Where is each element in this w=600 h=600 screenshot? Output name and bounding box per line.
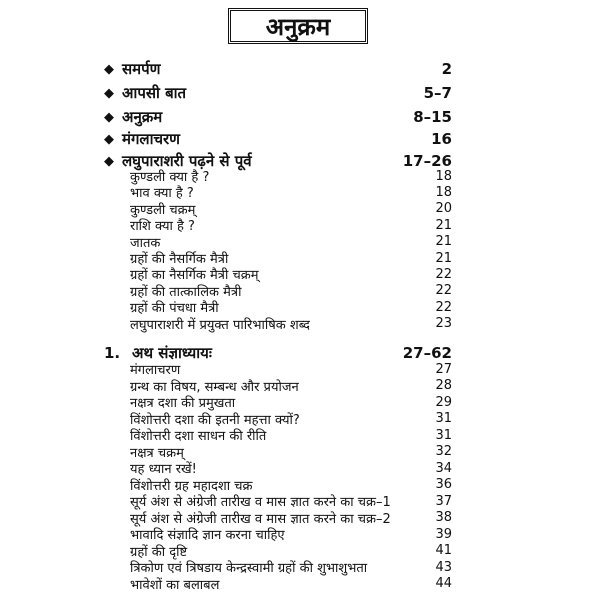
toc-entry-label: लघुपाराशरी में प्रयुक्त पारिभाषिक शब्द	[130, 317, 310, 333]
chapter-number: 1.	[104, 344, 121, 362]
toc-entry-label: सूर्य अंश से अंग्रेजी तारीख व मास ज्ञात करने का चक्र–2	[130, 511, 391, 527]
toc-entry-page: 43	[435, 559, 452, 575]
toc-entry-page: 18	[435, 184, 452, 200]
toc-subentry-row	[0, 411, 600, 427]
toc-entry-page: 34	[435, 460, 452, 476]
toc-subentry-row	[0, 299, 600, 315]
toc-subentry-row	[0, 576, 600, 592]
toc-entry-label: अनुक्रम	[122, 108, 163, 126]
toc-entry-page: 28	[435, 378, 452, 393]
toc-entry-page: 22	[435, 266, 452, 282]
diamond-bullet-icon: ◆	[104, 61, 114, 77]
toc-section-row	[0, 106, 600, 128]
toc-entry-page: 27	[435, 361, 452, 377]
toc-entry-page: 38	[435, 510, 452, 525]
toc-subentry-row	[0, 559, 600, 575]
toc-entry-page: 2	[441, 60, 452, 78]
toc-subentry-row	[0, 184, 600, 200]
toc-entry-label: मंगलाचरण	[130, 363, 181, 378]
toc-entry-page: 44	[435, 576, 452, 591]
toc-entry-page: 16	[431, 130, 452, 148]
toc-section-row	[0, 128, 600, 150]
toc-entry-label: विंशोत्तरी दशा की इतनी महत्ता क्यों?	[130, 412, 300, 428]
toc-entry-label: आपसी बात	[122, 84, 187, 102]
toc-entry-page: 21	[435, 234, 452, 250]
toc-entry-page: 22	[435, 283, 452, 299]
toc-subentry-row	[0, 378, 600, 394]
toc-entry-page: 8–15	[413, 108, 452, 126]
toc-entry-label: विंशोत्तरी दशा साधन की रीति	[130, 429, 267, 444]
toc-entry-label: त्रिकोण एवं त्रिषडाय केन्द्रस्वामी ग्रहों की शुभाशुभता	[130, 561, 368, 576]
toc-entry-page: 32	[435, 444, 452, 459]
toc-entry-label: विंशोत्तरी ग्रह महादशा चक्र	[130, 478, 253, 494]
toc-subentry-row	[0, 444, 600, 460]
toc-entry-label: राशि क्या है ?	[130, 219, 195, 235]
toc-subentry-row	[0, 510, 600, 526]
toc-entry-label: ग्रहों की दृष्टि	[130, 544, 188, 560]
toc-subentry-row	[0, 250, 600, 266]
toc-entry-label: भाव क्या है ?	[130, 186, 194, 202]
toc-subentry-row	[0, 234, 600, 250]
toc-entry-page: 18	[435, 168, 452, 184]
toc-entry-label: भावादि संज्ञादि ज्ञान करना चाहिए	[130, 528, 285, 543]
toc-entry-label: कुण्डली क्या है ?	[130, 170, 210, 185]
toc-subentry-row	[0, 217, 600, 233]
toc-entry-label: नक्षत्र दशा की प्रमुखता	[130, 396, 236, 411]
toc-subentry-row	[0, 283, 600, 299]
toc-subentry-row	[0, 394, 600, 410]
toc-entry-page: 17–26	[402, 152, 452, 170]
toc-entry-page: 29	[435, 394, 452, 410]
toc-entry-label: ग्रहों की नैसर्गिक मैत्री	[130, 252, 229, 267]
toc-subentry-row	[0, 493, 600, 509]
toc-entry-label: ग्रहों का नैसर्गिक मैत्री चक्रम्	[130, 268, 259, 284]
toc-entry-label: ग्रहों की तात्कालिक मैत्री	[130, 284, 242, 300]
diamond-bullet-icon: ◆	[104, 85, 114, 101]
toc-entry-label: सूर्य अंश से अंग्रेजी तारीख व मास ज्ञात करने का चक्र–1	[130, 495, 391, 510]
toc-subentry-row	[0, 543, 600, 559]
toc-entry-page: 20	[435, 201, 452, 217]
toc-section-row	[0, 58, 600, 80]
toc-entry-label: जातक	[130, 235, 161, 251]
toc-entry-label: कुण्डली चक्रम्	[130, 202, 196, 218]
toc-subentry-row	[0, 460, 600, 476]
toc-subentry-row	[0, 316, 600, 332]
toc-entry-label: नक्षत्र चक्रम्	[130, 445, 184, 461]
toc-entry-page: 21	[435, 217, 452, 233]
toc-entry-label: भावेशों का बलाबल	[130, 577, 220, 593]
page-title: अनुक्रम	[228, 8, 368, 44]
toc-subentry-row	[0, 477, 600, 493]
toc-entry-label: अथ संज्ञाध्यायः	[132, 344, 212, 362]
toc-entry-page: 23	[435, 316, 452, 332]
toc-entry-page: 37	[435, 493, 452, 509]
diamond-bullet-icon: ◆	[104, 109, 114, 125]
toc-subentry-row	[0, 266, 600, 282]
toc-entry-page: 31	[435, 427, 452, 443]
toc-entry-label: ग्रन्थ का विषय, सम्बन्ध और प्रयोजन	[130, 379, 299, 395]
toc-entry-page: 39	[435, 526, 452, 542]
toc-section-row	[0, 82, 600, 104]
toc-entry-page: 31	[435, 411, 452, 426]
toc-entry-label: लघुपाराशरी पढ़ने से पूर्व	[122, 152, 252, 170]
toc-subentry-row	[0, 526, 600, 542]
toc-entry-page: 41	[435, 543, 452, 558]
toc-subentry-row	[0, 361, 600, 377]
toc-subentry-row	[0, 201, 600, 217]
toc-subentry-row	[0, 168, 600, 184]
toc-subentry-row	[0, 427, 600, 443]
diamond-bullet-icon: ◆	[104, 153, 114, 169]
toc-entry-page: 36	[435, 477, 452, 492]
toc-entry-label: मंगलाचरण	[122, 130, 180, 148]
toc-entry-label: यह ध्यान रखें!	[130, 462, 197, 477]
toc-entry-label: समर्पण	[122, 60, 161, 78]
toc-entry-page: 21	[435, 250, 452, 266]
diamond-bullet-icon: ◆	[104, 131, 114, 147]
toc-entry-page: 27–62	[402, 344, 452, 362]
toc-entry-page: 22	[435, 299, 452, 315]
toc-entry-page: 5–7	[423, 84, 452, 102]
toc-entry-label: ग्रहों की पंचधा मैत्री	[130, 301, 219, 317]
